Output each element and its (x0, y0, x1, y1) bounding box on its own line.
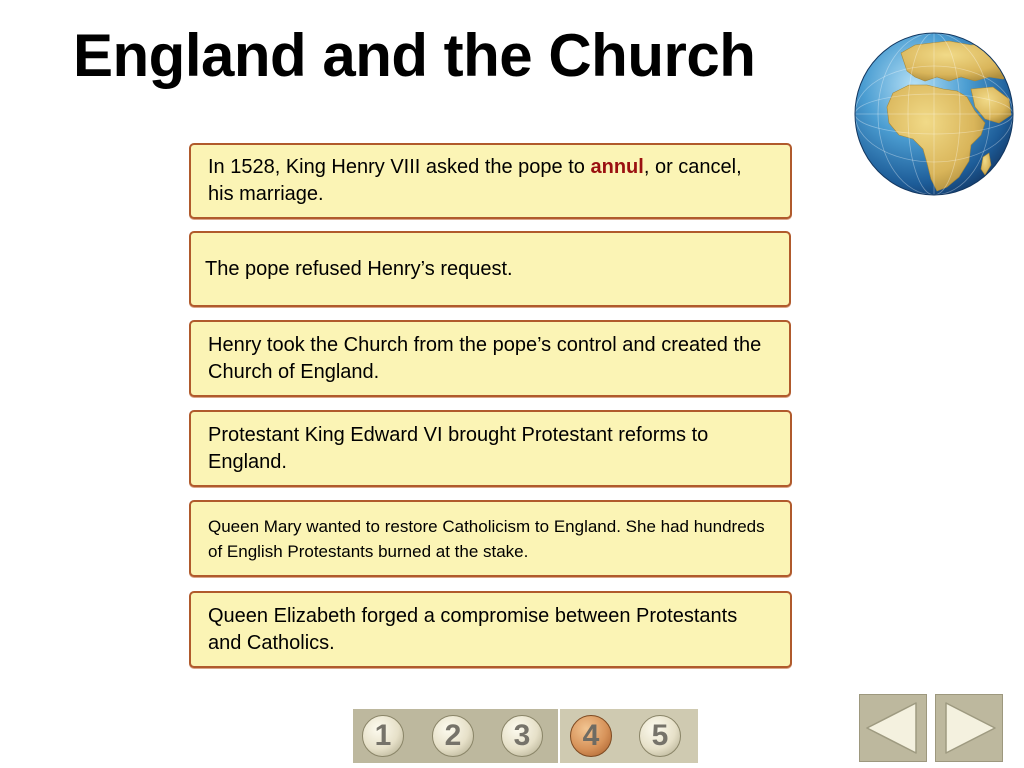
left-arrow-icon (860, 695, 926, 761)
page-button-3[interactable]: 3 (501, 715, 543, 757)
prev-button[interactable] (859, 694, 927, 762)
right-arrow-icon (936, 695, 1002, 761)
event-box-1 (189, 143, 792, 219)
event-text-5: Queen Mary wanted to restore Catholicism to England. She had hundreds of English Protestants burned at the stake. (208, 516, 765, 561)
next-button[interactable] (935, 694, 1003, 762)
slide-title: England and the Church (73, 22, 756, 89)
event-box-2 (189, 231, 791, 307)
event-text-2: The pope refused Henry’s request. (205, 257, 513, 280)
page-button-1[interactable]: 1 (362, 715, 404, 757)
event-box-5 (189, 500, 792, 577)
event-text-6: Queen Elizabeth forged a compromise between Protestants and Catholics. (208, 604, 738, 654)
page-button-4[interactable]: 4 (570, 715, 612, 757)
globe-icon (853, 31, 1015, 197)
event-box-3 (189, 320, 791, 397)
event-box-6 (189, 591, 792, 668)
event-text-4: Protestant King Edward VI brought Protestant reforms to England. (208, 423, 709, 473)
page-button-5[interactable]: 5 (639, 715, 681, 757)
event-box-4 (189, 410, 792, 487)
event-text-1: In 1528, King Henry VIII asked the pope to annul, or cancel, his marriage. (208, 156, 742, 205)
term-annul: annul (590, 156, 644, 178)
page-button-2[interactable]: 2 (432, 715, 474, 757)
event-text-3: Henry took the Church from the pope’s control and created the Church of England. (208, 333, 762, 383)
